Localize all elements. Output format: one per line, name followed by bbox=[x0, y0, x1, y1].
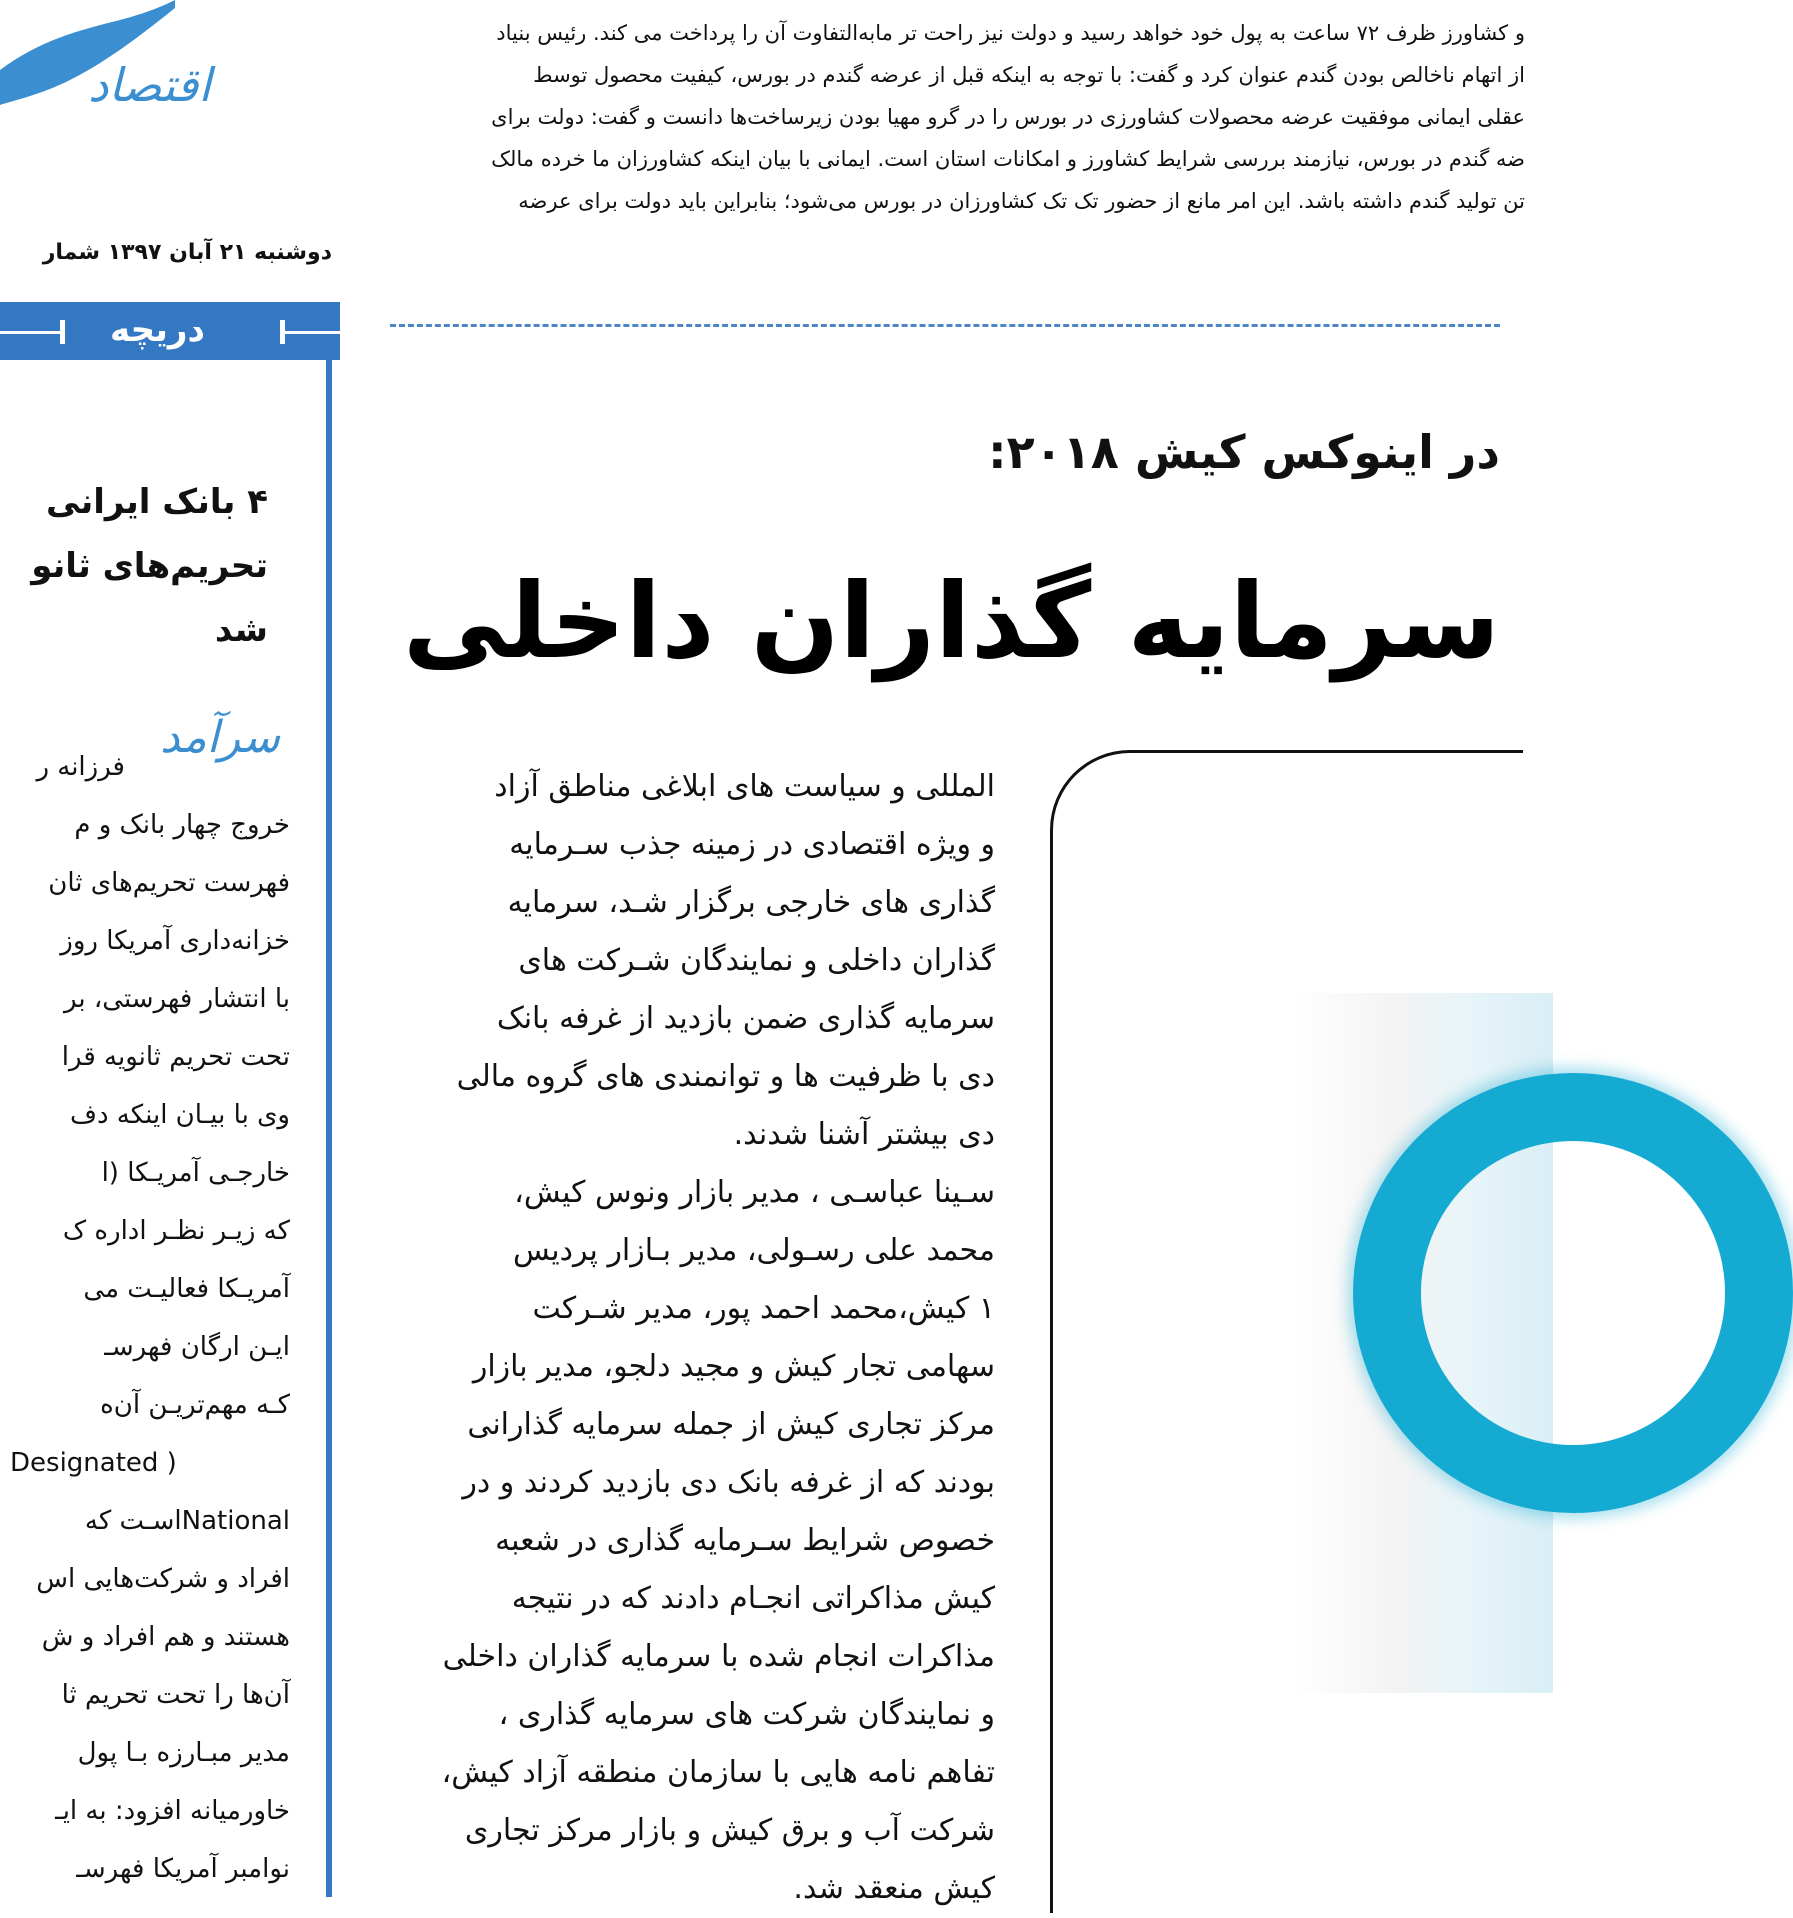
text-line: افراد و شرکت‌هایی اس bbox=[36, 1564, 290, 1594]
text-line: ایـن ارگان فهرسـ bbox=[104, 1332, 290, 1362]
text-line: بودند که از غرفه بانک دی بازدید کردند و در bbox=[462, 1465, 995, 1500]
headline-line: تحریم‌های ثانو bbox=[31, 546, 268, 586]
source-logo: سرآمد bbox=[160, 712, 281, 763]
text-line: سهامی تجار کیش و مجید دلجو، مدیر بازار bbox=[472, 1349, 995, 1384]
text-line: مدیر مبـارزه بـا پول bbox=[77, 1738, 290, 1768]
text-line: آن‌ها را تحت تحریم ثا bbox=[61, 1680, 290, 1710]
text-line: گذاران داخلی و نمایندگان شـرکت های bbox=[518, 943, 995, 978]
text-line: خصوص شرایط سـرمایه گذاری در شعبه bbox=[495, 1523, 995, 1558]
header-rule bbox=[282, 331, 340, 334]
text-line: خروج چهار بانک و م bbox=[74, 810, 290, 840]
ring-logo-icon bbox=[1353, 1073, 1793, 1513]
story-photo bbox=[1050, 750, 1523, 1913]
text-line: نوامبر آمریکا فهرسـ bbox=[76, 1854, 290, 1884]
text-line: دی با ظرفیت ها و توانمندی های گروه مالی bbox=[456, 1059, 995, 1094]
main-body bbox=[430, 758, 995, 1918]
column-title: دریچه bbox=[110, 310, 205, 350]
text-line: ۱ کیش،محمد احمد پور، مدیر شـرکت bbox=[532, 1291, 995, 1326]
section-logo bbox=[0, 0, 250, 200]
issue-date: دوشنبه ۲۱ آبان ۱۳۹۷ شمار bbox=[42, 240, 332, 265]
side-body bbox=[0, 738, 290, 1898]
text-line: و ویژه اقتصادی در زمینه جذب سـرمایه bbox=[509, 827, 995, 862]
text-line: تحت تحریم ثانویه قرا bbox=[61, 1042, 290, 1072]
text-line: تفاهم نامه هایی با سازمان منطقه آزاد کیش، bbox=[441, 1755, 995, 1790]
dashed-divider bbox=[390, 324, 1500, 327]
headline-line: ۴ بانک ایرانی bbox=[46, 482, 268, 522]
text-line: کیش منعقد شد. bbox=[793, 1871, 995, 1906]
column-header bbox=[0, 302, 340, 360]
text-line: المللی و سیاست های ابلاغی مناطق آزاد bbox=[494, 769, 995, 804]
text-line: وی با بیـان اینکه دف bbox=[70, 1100, 290, 1130]
text-line: عقلی ایمانی موفقیت عرضه محصولات کشاورزی در بورس را در گرو مهیا بودن زیرساخت‌ها دانست و گفت: دولت برای bbox=[491, 105, 1525, 129]
header-rule bbox=[0, 331, 60, 334]
text-line: از اتهام ناخالص بودن گندم عنوان کرد و گفت: با توجه به اینکه قبل از عرضه گندم در بورس، کیفیت محصول توسط bbox=[533, 63, 1525, 87]
header-tick bbox=[60, 320, 65, 344]
author-line: فرزانه ر bbox=[36, 752, 125, 782]
text-line: Designated ) bbox=[10, 1448, 177, 1478]
text-line: تن تولید گندم داشته باشد. این امر مانع از حضور تک تک کشاورزان در بورس می‌شود؛ بنابراین باید دولت برای عرضه bbox=[518, 189, 1525, 213]
text-line: و کشاورز ظرف ۷۲ ساعت به پول خود خواهد رسید و دولت نیز راحت تر مابه‌التفاوت آن را پرداخت می کند. رئیس بنیاد bbox=[496, 21, 1525, 45]
side-headline bbox=[0, 470, 268, 662]
text-line: خارجـی آمریـکا (ا bbox=[101, 1158, 290, 1188]
text-line: گذاری های خارجی برگزار شـد، سرمایه bbox=[507, 885, 995, 920]
text-line: دی بیشتر آشنا شدند. bbox=[733, 1117, 995, 1152]
main-headline: سرمایه گذاران داخلی bbox=[402, 560, 1500, 682]
text-line: خاورمیانه افزود: به ایـ bbox=[55, 1796, 290, 1826]
text-line: فهرست تحریم‌های ثان bbox=[48, 868, 290, 898]
text-line: و نمایندگان شرکت های سرمایه گذاری ، bbox=[498, 1697, 995, 1732]
text-line: خزانه‌داری آمریکا روز bbox=[60, 926, 290, 956]
text-line: سرمایه گذاری ضمن بازدید از غرفه بانک bbox=[496, 1001, 995, 1036]
text-line: Nationalاسـت که bbox=[84, 1506, 290, 1536]
story-kicker: در اینوکس کیش ۲۰۱۸: bbox=[988, 425, 1500, 479]
text-line: شرکت آب و برق کیش و بازار مرکز تجاری bbox=[464, 1813, 995, 1848]
text-line: با انتشار فهرستی، بر bbox=[64, 984, 290, 1014]
top-article-paragraph bbox=[355, 12, 1525, 222]
headline-line: شد bbox=[214, 610, 268, 650]
text-line: کـه مهم‌تریـن آن‌ه bbox=[100, 1390, 290, 1420]
text-line: محمد علی رسـولی، مدیر بـازار پردیس bbox=[513, 1233, 995, 1268]
text-line: هستند و هم افراد و ش bbox=[41, 1622, 290, 1652]
text-line: آمریـکا فعالیـت می bbox=[83, 1274, 290, 1304]
text-line: مرکز تجاری کیش از جمله سرمایه گذارانی bbox=[467, 1407, 995, 1442]
text-line: ضه گندم در بورس، نیازمند بررسی شرایط کشاورز و امکانات استان است. ایمانی با بیان اینکه کشاورزان ما خرده مالک bbox=[491, 147, 1525, 171]
text-line: سـینا عباسـی ، مدیر بازار ونوس کیش، bbox=[514, 1175, 995, 1210]
text-line: کیش مذاکراتی انجـام دادند که در نتیجه bbox=[511, 1581, 995, 1616]
text-line: که زیـر نظـر اداره ک bbox=[62, 1216, 290, 1246]
logo-text: اقتصاد bbox=[88, 58, 212, 112]
text-line: مذاکرات انجام شده با سرمایه گذاران داخلی bbox=[442, 1639, 995, 1674]
